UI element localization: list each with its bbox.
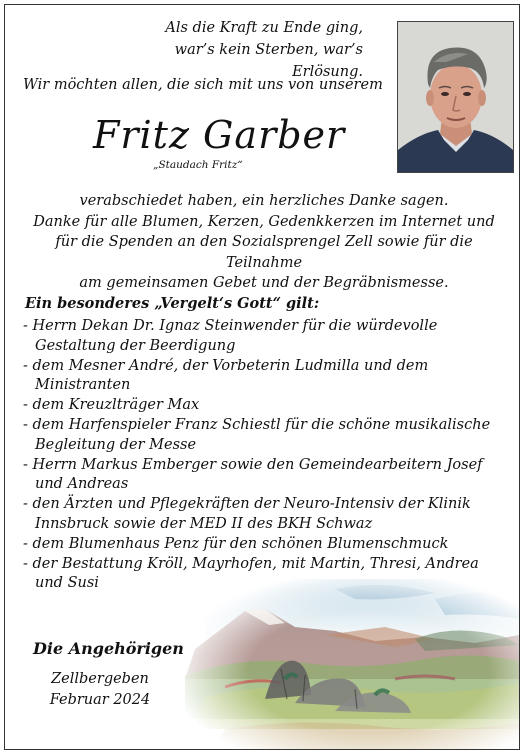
vergelts-gott-title: Ein besonderes „Vergelt‘s Gott“ gilt: xyxy=(25,295,320,312)
opening-verse xyxy=(135,17,363,83)
opening-line-1: Als die Kraft zu Ende ging, xyxy=(165,20,363,36)
portrait-illustration xyxy=(398,22,513,172)
list-item: - dem Blumenhaus Penz für den schönen Blumenschmuck xyxy=(23,535,449,552)
thanks-paragraph xyxy=(17,191,511,294)
list-item: - Herrn Dekan Dr. Ignaz Steinwender für die würdevolle Gestaltung der Beerdigung xyxy=(23,318,438,354)
signoff-place-date xyxy=(35,669,165,711)
signoff-place: Zellbergeben xyxy=(51,671,149,687)
list-item: - dem Mesner André, der Vorbeterin Ludmilla und dem Ministranten xyxy=(23,357,429,394)
list-item: - der Bestattung Kröll, Mayrhofen, mit Martin, Thresi, Andrea und Susi xyxy=(23,555,479,592)
thanks-line-4: am gemeinsamen Gebet und der Begräbnismesse. xyxy=(79,275,449,291)
intro-text: Wir möchten allen, die sich mit uns von unserem xyxy=(23,77,383,93)
thanks-line-2: Danke für alle Blumen, Kerzen, Gedenkkerzen im Internet und xyxy=(33,213,495,230)
thanks-line-1: verabschiedet haben, ein herzliches Danke sagen. xyxy=(79,193,449,209)
thanks-line-3: für die Spenden an den Sozialsprengel Zell sowie für die Teilnahme xyxy=(55,234,473,271)
acknowledgement-list xyxy=(23,317,503,594)
list-item: - den Ärzten und Pflegekräften der Neuro-Intensiv der Klinik Innsbruck sowie der MED II des BKH Schwaz xyxy=(23,496,471,532)
obituary-card xyxy=(4,4,520,750)
signoff-date: Februar 2024 xyxy=(49,692,151,708)
portrait-photo xyxy=(397,21,514,173)
deceased-name: Fritz Garber xyxy=(93,113,346,157)
list-item: - dem Kreuzlträger Max xyxy=(23,397,200,414)
landscape-watercolor xyxy=(185,579,519,749)
deceased-nickname: „Staudach Fritz“ xyxy=(153,159,243,171)
list-item: - Herrn Markus Emberger sowie den Gemeindearbeitern Josef und Andreas xyxy=(23,456,483,493)
opening-line-2: war’s kein Sterben, war’s Erlösung. xyxy=(174,42,363,80)
signoff-from: Die Angehörigen xyxy=(33,639,184,658)
list-item: - dem Harfenspieler Franz Schiestl für die schöne musikalische Begleitung der Messe xyxy=(23,416,491,453)
